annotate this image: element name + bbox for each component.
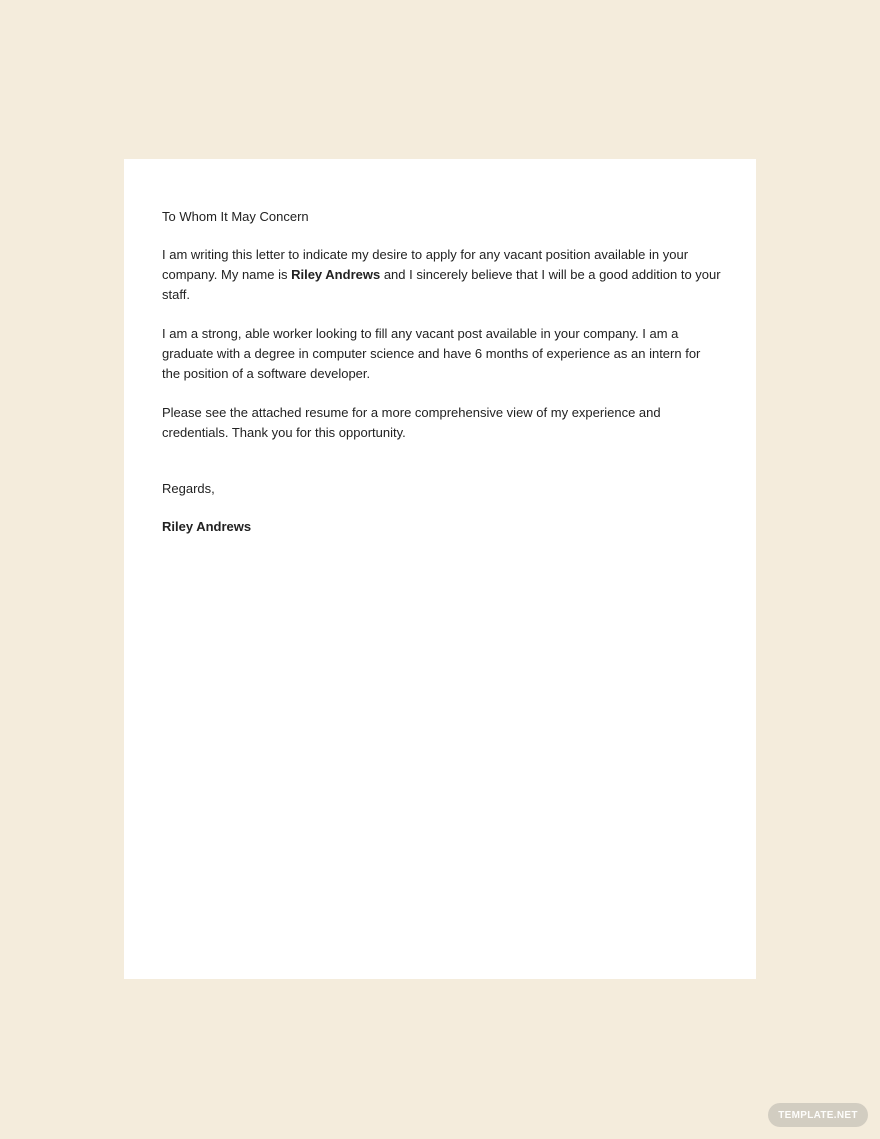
applicant-name-inline: Riley Andrews: [291, 267, 381, 282]
salutation: To Whom It May Concern: [162, 209, 309, 224]
letter-body: [162, 207, 722, 537]
paragraph-intro: [162, 245, 722, 305]
letter-page: [124, 159, 756, 979]
paragraph-intro-start: I am writing this letter to indicate my desire to apply for any vacant position available in your company. My name is: [162, 247, 689, 282]
paragraph-qualifications: I am a strong, able worker looking to fill any vacant post available in your company. I am a graduate with a degree in computer science and have 6 months of experience as an intern for the position of a software developer.: [162, 326, 701, 381]
signature: Riley Andrews: [162, 519, 252, 534]
closing: Regards,: [162, 481, 215, 496]
paragraph-intro-end: and I sincerely believe that I will be a good addition to your staff.: [162, 267, 721, 302]
paragraph-resume: Please see the attached resume for a more comprehensive view of my experience and credentials. Thank you for this opportunity.: [162, 405, 661, 440]
template-watermark: TEMPLATE.NET: [768, 1103, 868, 1127]
